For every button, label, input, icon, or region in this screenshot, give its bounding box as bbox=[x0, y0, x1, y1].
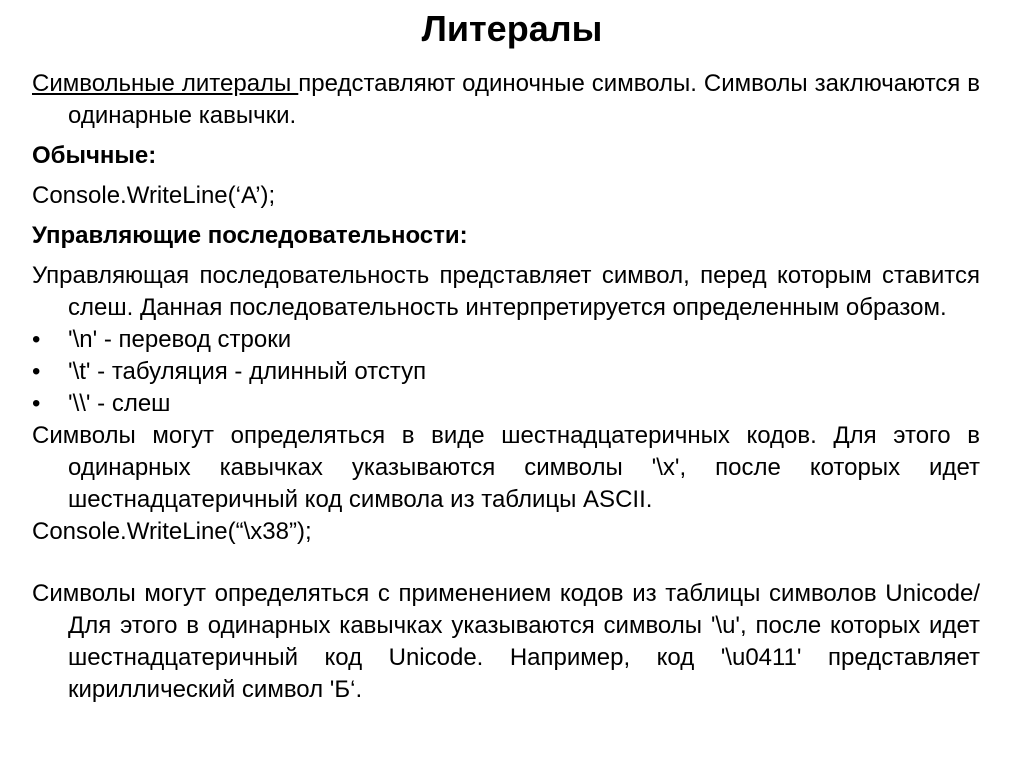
ordinary-heading: Обычные: bbox=[32, 142, 157, 169]
escape-heading: Управляющие последовательности: bbox=[32, 222, 468, 249]
hex-paragraph: Символы могут определяться в виде шестнадцатеричных кодов. Для этого в одинарных кавычках указываются символы '\x', после которых идет шестнадцатеричный код символа из таблицы ASCII. bbox=[32, 422, 980, 513]
intro-paragraph bbox=[32, 68, 980, 132]
unicode-paragraph: Символы могут определяться с применением кодов из таблицы символов Unicode/ Для этого в одинарных кавычках указываются символы '\u', после которых идет шестнадцатеричный код Unicode. Например, код '\u0411' представляет кириллический символ 'Б‘. bbox=[32, 580, 980, 703]
list-item-text: '\n' - перевод строки bbox=[68, 326, 292, 353]
list-item bbox=[32, 356, 980, 388]
slide-content bbox=[32, 68, 980, 706]
bullet-icon: • bbox=[32, 326, 41, 353]
bullet-icon: • bbox=[32, 358, 41, 385]
list-item bbox=[32, 324, 980, 356]
intro-term: Символьные литералы bbox=[32, 70, 299, 97]
escape-list bbox=[32, 324, 980, 420]
escape-description: Управляющая последовательность представляет символ, перед которым ставится слеш. Данная последовательность интерпретируется определенным образом. bbox=[32, 262, 980, 321]
ordinary-example: Console.WriteLine(‘A’); bbox=[32, 182, 276, 209]
list-item bbox=[32, 388, 980, 420]
list-item-text: '\t' - табуляция - длинный отступ bbox=[68, 358, 427, 385]
slide-title: Литералы bbox=[421, 8, 603, 49]
hex-example: Console.WriteLine(“\x38”); bbox=[32, 518, 312, 545]
intro-text: представляют одиночные символы. Символы заключаются в одинарные кавычки. bbox=[68, 70, 981, 129]
list-item-text: '\\' - слеш bbox=[68, 390, 171, 417]
bullet-icon: • bbox=[32, 390, 41, 417]
